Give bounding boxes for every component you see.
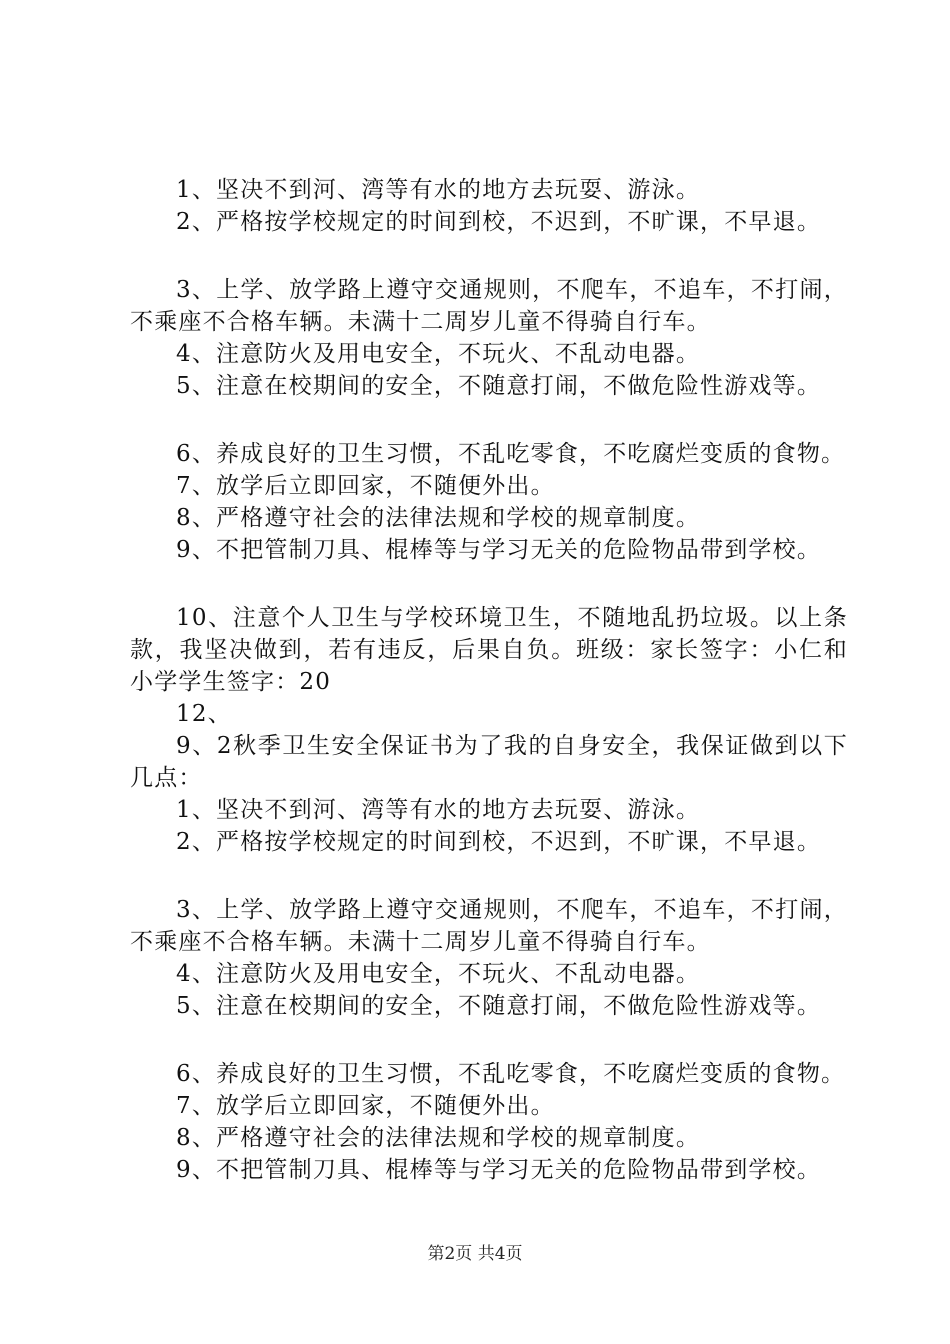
paragraph-item-3-repeat: 3、上学、放学路上遵守交通规则，不爬车，不追车，不打闹，不乘座不合格车辆。未满十二周岁儿童不得骑自行车。 bbox=[130, 897, 848, 955]
paragraph-item-4: 4、注意防火及用电安全，不玩火、不乱动电器。 bbox=[176, 341, 701, 367]
paragraph-item-7: 7、放学后立即回家，不随便外出。 bbox=[176, 473, 555, 499]
paragraph-item-3: 3、上学、放学路上遵守交通规则，不爬车，不追车，不打闹，不乘座不合格车辆。未满十二周岁儿童不得骑自行车。 bbox=[130, 277, 848, 335]
page-number-footer: 第2页 共4页 bbox=[427, 1244, 523, 1264]
document-body bbox=[130, 174, 848, 1186]
paragraph-item-5-repeat: 5、注意在校期间的安全，不随意打闹，不做危险性游戏等。 bbox=[176, 993, 822, 1019]
paragraph-item-1-repeat: 1、坚决不到河、湾等有水的地方去玩耍、游泳。 bbox=[176, 797, 701, 823]
paragraph-item-2: 2、严格按学校规定的时间到校，不迟到，不旷课，不早退。 bbox=[176, 209, 822, 235]
paragraph-item-7-repeat: 7、放学后立即回家，不随便外出。 bbox=[176, 1093, 555, 1119]
paragraph-item-8: 8、严格遵守社会的法律法规和学校的规章制度。 bbox=[176, 505, 701, 531]
paragraph-item-2-repeat: 2、严格按学校规定的时间到校，不迟到，不旷课，不早退。 bbox=[176, 829, 822, 855]
paragraph-item-9: 9、不把管制刀具、棍棒等与学习无关的危险物品带到学校。 bbox=[176, 537, 822, 563]
guarantee-heading-paragraph: 9、2秋季卫生安全保证书为了我的自身安全，我保证做到以下几点： bbox=[130, 733, 848, 791]
paragraph-item-10: 10、注意个人卫生与学校环境卫生，不随地乱扔垃圾。以上条款，我坚决做到，若有违反，后果自负。班级：家长签字：小仁和小学学生签字：20 bbox=[130, 605, 848, 695]
paragraph-item-9-repeat: 9、不把管制刀具、棍棒等与学习无关的危险物品带到学校。 bbox=[176, 1157, 822, 1183]
paragraph-item-1: 1、坚决不到河、湾等有水的地方去玩耍、游泳。 bbox=[176, 177, 701, 203]
paragraph-item-8-repeat: 8、严格遵守社会的法律法规和学校的规章制度。 bbox=[176, 1125, 701, 1151]
paragraph-item-6-repeat: 6、养成良好的卫生习惯，不乱吃零食，不吃腐烂变质的食物。 bbox=[176, 1061, 846, 1087]
paragraph-item-4-repeat: 4、注意防火及用电安全，不玩火、不乱动电器。 bbox=[176, 961, 701, 987]
paragraph-item-12: 12、 bbox=[176, 701, 232, 727]
paragraph-item-6: 6、养成良好的卫生习惯，不乱吃零食，不吃腐烂变质的食物。 bbox=[176, 441, 846, 467]
paragraph-item-5: 5、注意在校期间的安全，不随意打闹，不做危险性游戏等。 bbox=[176, 373, 822, 399]
